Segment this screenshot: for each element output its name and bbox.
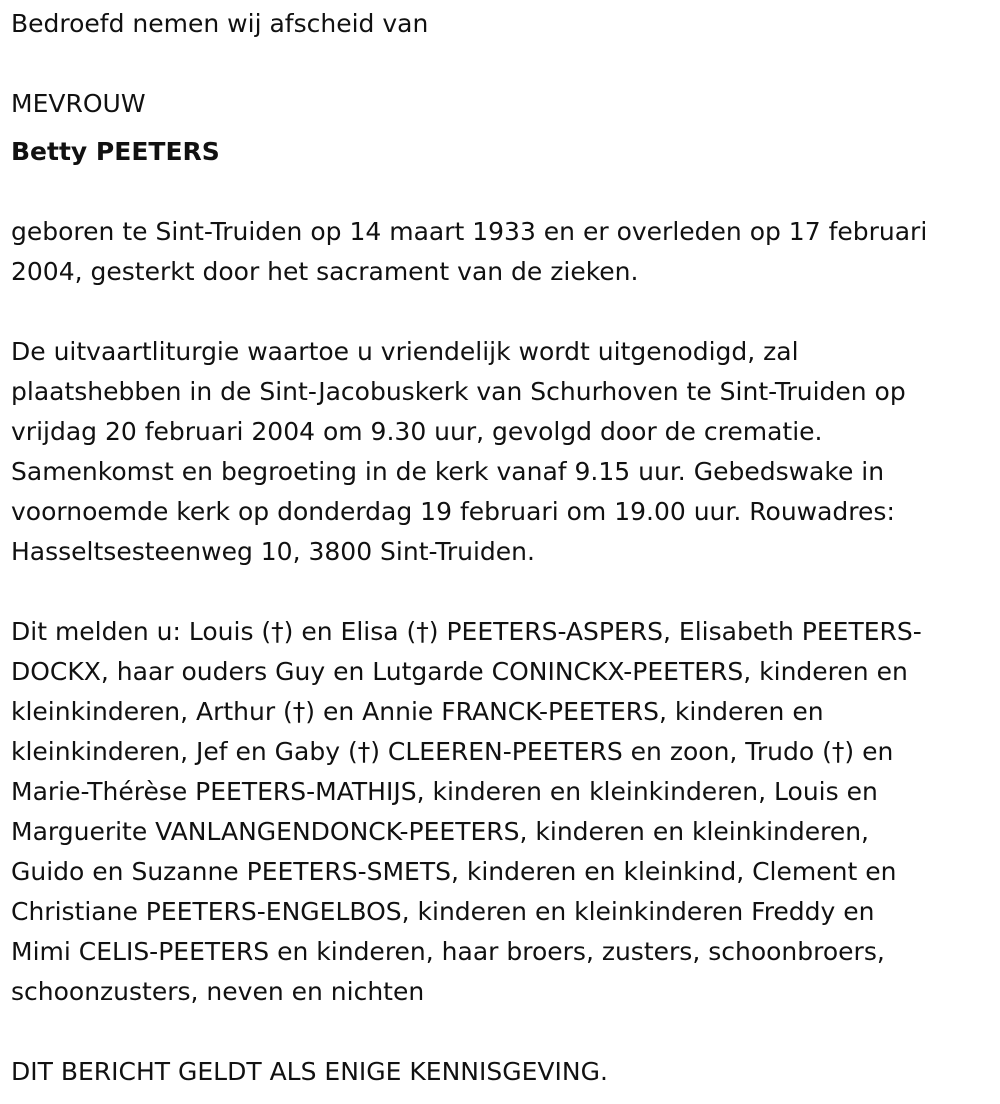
paragraph-line: Marguerite VANLANGENDONCK-PEETERS, kinderen en kleinkinderen, — [11, 817, 870, 846]
funeral-paragraph — [11, 332, 993, 572]
paragraph-line: Guido en Suzanne PEETERS-SMETS, kinderen en kleinkind, Clement en — [11, 857, 897, 886]
obituary-notice — [11, 4, 993, 1092]
paragraph-line: Marie-Thérèse PEETERS-MATHIJS, kinderen en kleinkinderen, Louis en — [11, 777, 878, 806]
paragraph-line: De uitvaartliturgie waartoe u vriendelijk wordt uitgenodigd, zal — [11, 337, 799, 366]
family-paragraph — [11, 612, 993, 1012]
intro-text: Bedroefd nemen wij afscheid van — [11, 9, 429, 38]
paragraph-line: kleinkinderen, Arthur (†) en Annie FRANCK-PEETERS, kinderen en — [11, 697, 824, 726]
paragraph-line: voornoemde kerk op donderdag 19 februari om 19.00 uur. Rouwadres: — [11, 497, 895, 526]
paragraph-line: DOCKX, haar ouders Guy en Lutgarde CONINCKX-PEETERS, kinderen en — [11, 657, 908, 686]
paragraph-line: Dit melden u: Louis (†) en Elisa (†) PEETERS-ASPERS, Elisabeth PEETERS- — [11, 617, 922, 646]
paragraph-line: Christiane PEETERS-ENGELBOS, kinderen en kleinkinderen Freddy en — [11, 897, 875, 926]
birth-death-paragraph — [11, 212, 993, 292]
paragraph-line: Hasseltsesteenweg 10, 3800 Sint-Truiden. — [11, 537, 535, 566]
paragraph-line: kleinkinderen, Jef en Gaby (†) CLEEREN-PEETERS en zoon, Trudo (†) en — [11, 737, 894, 766]
honorific-title: MEVROUW — [11, 89, 146, 118]
paragraph-line: geboren te Sint-Truiden op 14 maart 1933 en er overleden op 17 februari — [11, 217, 928, 246]
paragraph-line: 2004, gesterkt door het sacrament van de zieken. — [11, 257, 639, 286]
paragraph-line: plaatshebben in de Sint-Jacobuskerk van Schurhoven te Sint-Truiden op — [11, 377, 906, 406]
paragraph-line: Mimi CELIS-PEETERS en kinderen, haar broers, zusters, schoonbroers, — [11, 937, 885, 966]
paragraph-line: vrijdag 20 februari 2004 om 9.30 uur, gevolgd door de crematie. — [11, 417, 823, 446]
deceased-name: Betty PEETERS — [11, 137, 220, 166]
paragraph-line: schoonzusters, neven en nichten — [11, 977, 425, 1006]
closing-statement: DIT BERICHT GELDT ALS ENIGE KENNISGEVING. — [11, 1057, 608, 1086]
paragraph-line: Samenkomst en begroeting in de kerk vanaf 9.15 uur. Gebedswake in — [11, 457, 885, 486]
